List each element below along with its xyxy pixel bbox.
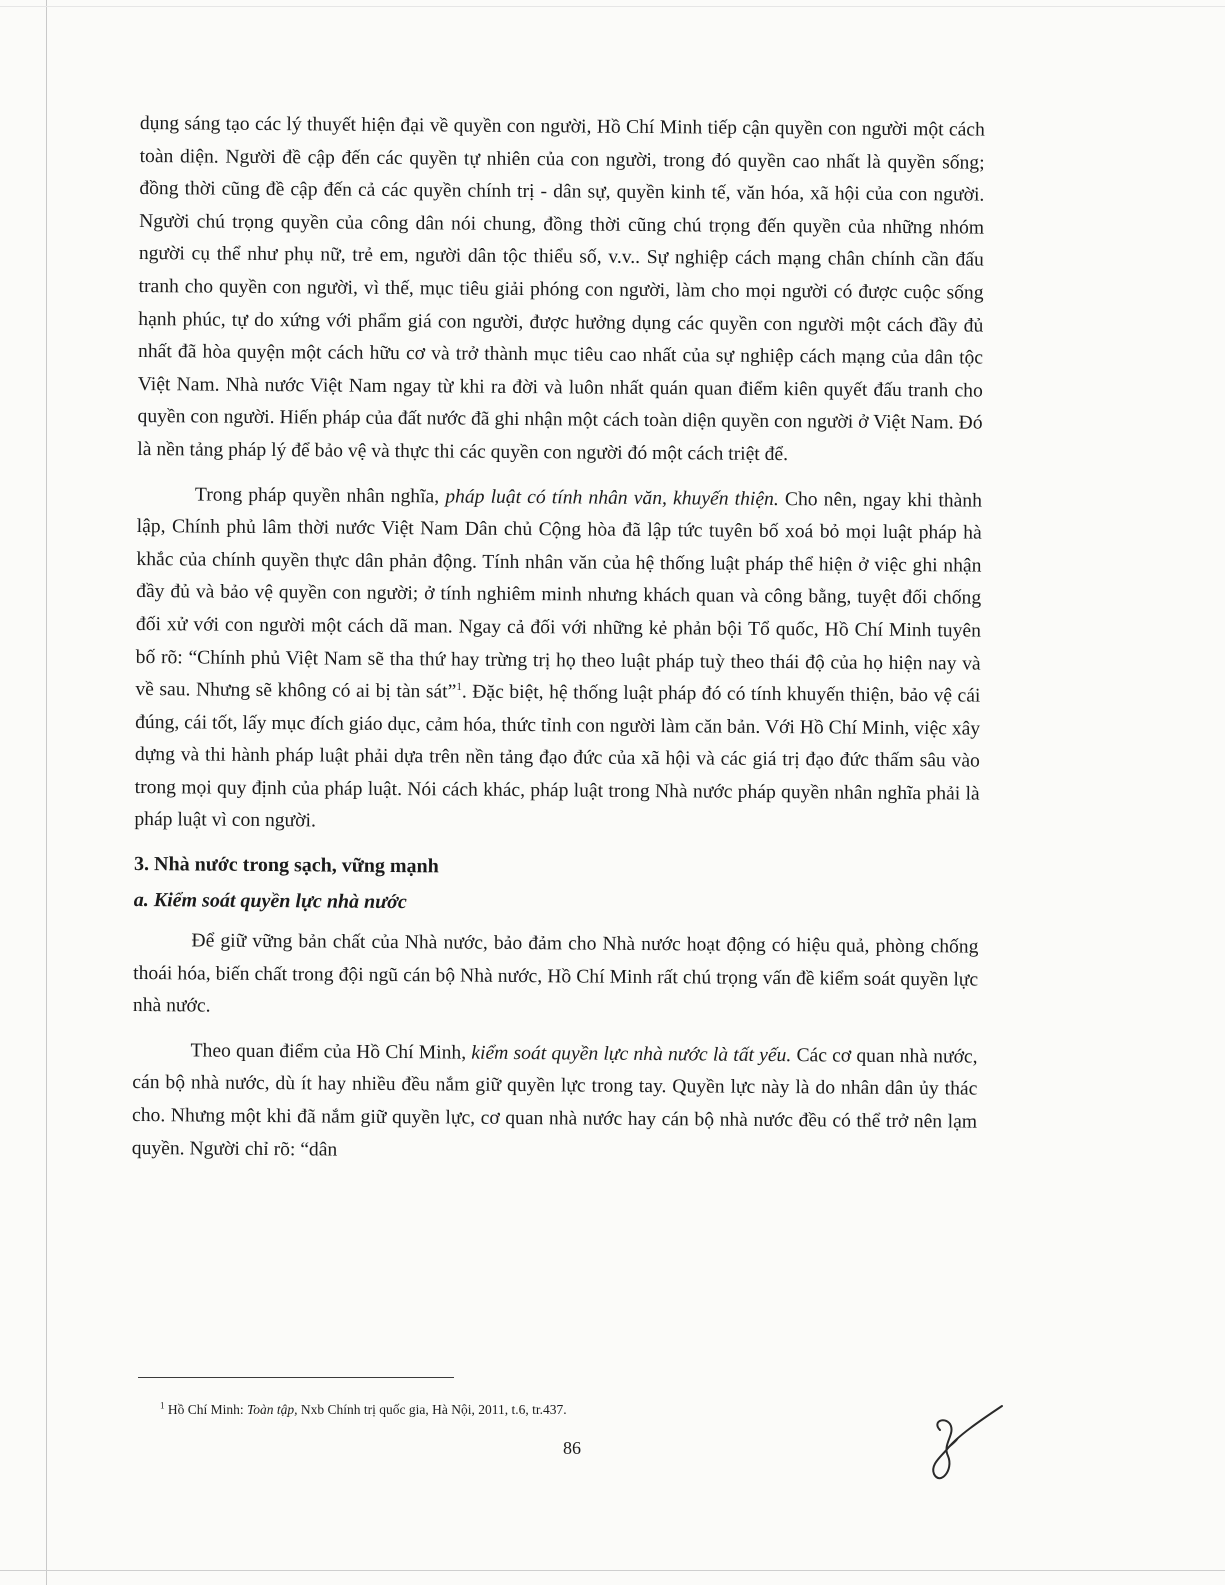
paragraph-power-control: Để giữ vững bản chất của Nhà nước, bảo đảm cho Nhà nước hoạt động có hiệu quả, phòng chống thoái hóa, biến chất trong đội ngũ cán bộ Nhà nước, Hồ Chí Minh rất chú trọng vấn đề kiểm soát quyền lực nhà nước.: [132, 930, 979, 1017]
footnote-marker: 1: [160, 1400, 165, 1411]
paragraph-human-rights: dụng sáng tạo các lý thuyết hiện đại về quyền con người, Hồ Chí Minh tiếp cận quyền con người một cách toàn diện. Người đề cập đến các quyền tự nhiên của con người, trong đó quyền cao nhất là quyền sống; đồng thời cũng đề cập đến cả các quyền chính trị - dân sự, quyền kinh tế, văn hóa, xã hội của con người. Người chú trọng quyền của công dân nói chung, đồng thời cũng chú trọng đến quyền của những nhóm người cụ thể như phụ nữ, trẻ em, người dân tộc thiểu số, v.v.. Sự nghiệp cách mạng chân chính cần đấu tranh cho quyền con người, vì thế, mục tiêu giải phóng con người, làm cho mọi người có được cuộc sống hạnh phúc, tự do xứng với phẩm giá con người, được hưởng dụng các quyền con người một cách đầy đủ nhất đã hòa quyện một cách hữu cơ và trở thành mục tiêu cao nhất của sự nghiệp cách mạng của dân tộc Việt Nam. Nhà nước Việt Nam ngay từ khi ra đời và luôn nhất quán quan điểm kiên quyết đấu tranh cho quyền con người. Hiến pháp của đất nước đã ghi nhận một cách toàn diện quyền con người ở Việt Nam. Đó là nền tảng pháp lý để bảo vệ và thực thi các quyền con người đó một cách triệt để.: [137, 112, 985, 466]
footnote-source: Nxb Chính trị quốc gia, Hà Nội, 2011, t.6, tr.437.: [297, 1402, 567, 1417]
paragraph-humane-law-text: Cho nên, ngay khi thành lập, Chính phủ lâm thời nước Việt Nam Dân chủ Cộng hòa đã lập tức tuyên bố xoá bỏ mọi luật pháp hà khắc của chính quyền thực dân phản động. Tính nhân văn của hệ thống luật pháp thể hiện ở việc ghi nhận đầy đủ và bảo vệ quyền con người; ở tính nghiêm minh nhưng khách quan và công bằng, tuyệt đối chống đối xử với con người một cách dã man. Ngay cả đối với những kẻ phản bội Tổ quốc, Hồ Chí Minh tuyên bố rõ: “Chính phủ Việt Nam sẽ tha thứ hay trừng trị họ theo luật pháp tuỳ theo thái độ của họ hiện nay và về sau. Nhưng sẽ không có ai bị tàn sát”: [135, 488, 983, 703]
footnote-title: Toàn tập,: [247, 1402, 298, 1417]
paragraph-power-necessity-emphasis: kiểm soát quyền lực nhà nước là tất yếu.: [471, 1042, 792, 1066]
subsection-heading: a. Kiểm soát quyền lực nhà nước: [133, 889, 407, 914]
footnote-divider: [138, 1377, 454, 1378]
paragraph-humane-law: [134, 479, 982, 844]
page-number: 86: [563, 1438, 581, 1458]
paragraph-power-necessity-lead: Theo quan điểm của Hồ Chí Minh,: [190, 1040, 472, 1064]
page-top-edge: [0, 6, 1225, 7]
section-heading: 3. Nhà nước trong sạch, vững mạnh: [133, 853, 439, 878]
paragraph-humane-law-tail: . Đặc biệt, hệ thống luật pháp đó có tính khuyến thiện, bảo vệ cái đúng, cái tốt, lấy mục đích giáo dục, cảm hóa, thức tỉnh con người làm căn bản. Với Hồ Chí Minh, việc xây dựng và thi hành pháp luật phải dựa trên nền tảng đạo đức của xã hội và các giá trị đạo đức thấm sâu vào trong mọi quy định của pháp luật. Nói cách khác, pháp luật trong Nhà nước pháp quyền nhân nghĩa phải là pháp luật vì con người.: [134, 681, 981, 832]
paragraph-power-necessity: [132, 1035, 978, 1172]
page-body: [132, 108, 985, 1172]
paragraph-humane-law-emphasis: pháp luật có tính nhân văn, khuyến thiện.: [445, 485, 779, 510]
footnote: [160, 1402, 567, 1418]
page-left-edge: [46, 0, 47, 1585]
paragraph-power-necessity-text: Các cơ quan nhà nước, cán bộ nhà nước, dù ít hay nhiều đều nắm giữ quyền lực trong tay. Quyền lực này là do nhân dân ủy thác cho. Nhưng một khi đã nắm giữ quyền lực, cơ quan nhà nước hay cán bộ nhà nước đều có thể trở nên lạm quyền. Người chỉ rõ: “dân: [131, 1044, 978, 1161]
footnote-author: Hồ Chí Minh:: [167, 1402, 248, 1417]
page-bottom-edge: [0, 1570, 1225, 1571]
footnote-reference[interactable]: 1: [456, 681, 462, 694]
signature-mark: [918, 1400, 1018, 1490]
paragraph-humane-law-lead: Trong pháp quyền nhân nghĩa,: [194, 483, 446, 507]
